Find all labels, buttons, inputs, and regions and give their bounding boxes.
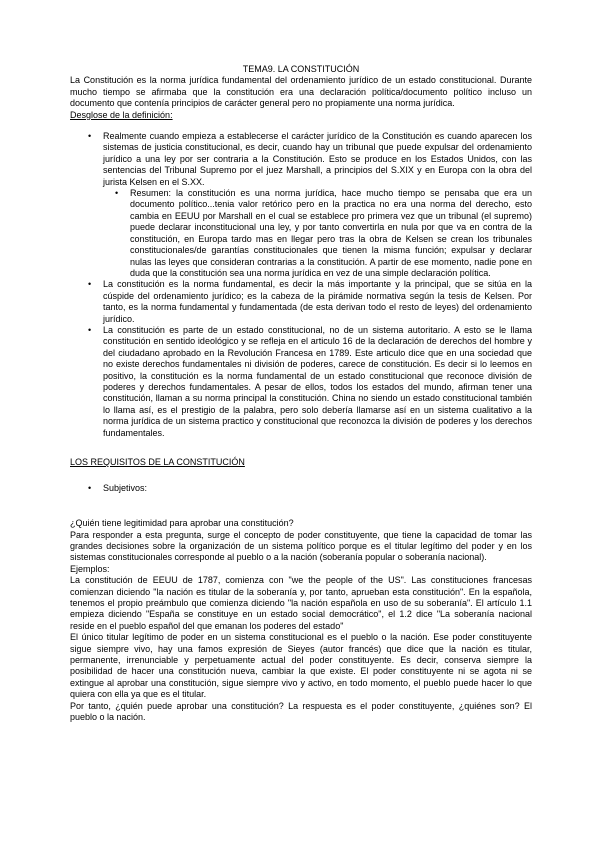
bullet-item-norma-fundamental	[103, 279, 532, 325]
ejemplos-label: Ejemplos:	[70, 563, 110, 574]
bullet-text: La constitución es la norma fundamental, es decir la más importante y la principal, que se sitúa en la cúspide del ordenamiento jurídico; es la cabeza de la pirámide normativa según la tesis de Kelsen. Por tanto, es la norma fundamental y fundamentada (de esta derivan todo el resto de leyes) del ordenamiento jurídico.	[103, 279, 532, 324]
bullet-item-caracter-juridico	[103, 131, 532, 279]
titular-paragraph: El único titular legítimo de poder en un sistema constitucional es el pueblo o la nación. Ese poder constituyente sigue siempre vivo, hay una famos expresión de Sieyes (autor francés) que dice que la nación es titular, permanente, irrenunciable y perpetuamente actual del poder constituyente. Es decir, conserva siempre la posibilidad de hacer una constitución nueva, cambiar la que existe. El poder constituyente ni se agota ni se extingue al aprobar una constitución, sigue siempre vivo y activo, en todo momento, el pueblo puede hacer lo que quiera con ella ya que es el titular.	[70, 632, 532, 700]
answer-legitimidad: Para responder a esta pregunta, surge el concepto de poder constituyente, que tiene la capacidad de tomar las grandes decisiones sobre la organización de un sistema político porque es el titular legítimo del poder y en los sistemas constitucionales corresponde al pueblo o a la nación (soberanía popular o soberanía nacional).	[70, 529, 532, 563]
definition-heading: Desglose de la definición:	[70, 109, 173, 120]
bullet-text: Subjetivos:	[103, 483, 148, 494]
blank-line	[70, 507, 532, 518]
intro-paragraph: La Constitución es la norma jurídica fundamental del ordenamiento jurídico de un estado constitucional. Durante mucho tiempo se afirmaba que la constitución era una declaración política/documento político incluso un documento que contenía principios de carácter general pero no propiamente una norma jurídica.	[70, 75, 532, 109]
ejemplos-paragraph: La constitución de EEUU de 1787, comienza con "we the people of the US". Las constituciones francesas comienzan diciendo "la nación es titular de la soberanía y, por tanto, aprueban esta constitución". En la española, tenemos el propio preámbulo que comienza diciendo "la nación española en uso de su soberanía". El artículo 1.1 empieza diciendo "España se constituye en un estado social democrático", el 1.2 dice "La soberanía nacional reside en el pueblo español del que emanan los poderes del estado"	[70, 575, 532, 631]
sub-bullet-text: Resumen: la constitución es una norma jurídica, hace mucho tiempo se pensaba que era un documento político...tenia valor retórico pero en la practica no era una norma del derecho, esto cambia en EEUU por Marshall en el cual se establece pro primera vez que un tribunal (el supremo) puede declarar inconstitucional una ley, y por tanto convertirla en nula por que va en contra de la constitución, en Europa tardo mas en llegar pero tras la obra de Kelsen se crean los tribunales constitucionales/de garantías constitucionales que tienen la misma función; expulsar y declarar nulas las leyes que consideran contrarias a la constitución. A partir de ese momento, nadie pone en duda que la constitución sea una norma jurídica en vez de una simple declaración política.	[130, 188, 532, 278]
bullet-text: Realmente cuando empieza a establecerse el carácter jurídico de la Constitución es cuando aparecen los sistemas de justicia constitucional, es decir, cuando hay un tribunal que puede expulsar del ordenamiento jurídico a una ley por ser contraria a la Constitución. Esto se produce en los Estados Unidos, con las sentencias del Tribunal Supremo por el juez Marshall, a principios del S.XIX y en Europa con la obra del jurista Kelsen en el S.XX.	[103, 131, 532, 187]
document-title: TEMA9. LA CONSTITUCIÓN	[242, 64, 360, 74]
question-legitimidad: ¿Quién tiene legitimidad para aprobar una constitución?	[70, 518, 294, 529]
bullet-text: La constitución es parte de un estado constitucional, no de un sistema autoritario. A esto se le llama constitución en sentido ideológico y se refleja en el articulo 16 de la declaración de derechos del hombre y del ciudadano aprobado en la Revolución Francesa en 1789. Este articulo dice que en una sociedad que no existe derechos fundamentales ni división de poderes, carece de constitución. Es decir si lo leemos en positivo, la constitución es la norma fundamental de un estado constitucional que reconoce división de poderes y derechos fundamentales. A pesar de ellos, todos los estados del mundo, afirman tener una constitución, llaman a su norma principal la constitución. China no siendo un estado constitucional también lo llama así, es el prestigio de la palabra, pero solo debería llamarse así en un sistema cualitativo a la norma jurídica de un sistema practico y constitucional que reconozca la división de poderes y los derechos fundamentales.	[103, 324, 532, 438]
definition-bullet-list	[70, 131, 532, 439]
requisitos-bullet-list	[70, 483, 532, 494]
bullet-item-subjetivos	[103, 483, 532, 494]
resumen-sub-bullet-list	[103, 188, 532, 279]
question-aprobar: Por tanto, ¿quién puede aprobar una constitución? La respuesta es el poder constituyente, ¿quiénes son? El pueblo o la nación.	[70, 700, 532, 723]
requisitos-heading: LOS REQUISITOS DE LA CONSTITUCIÓN	[70, 457, 245, 467]
sub-bullet-item-resumen	[130, 188, 532, 279]
bullet-item-estado-constitucional	[103, 325, 532, 439]
